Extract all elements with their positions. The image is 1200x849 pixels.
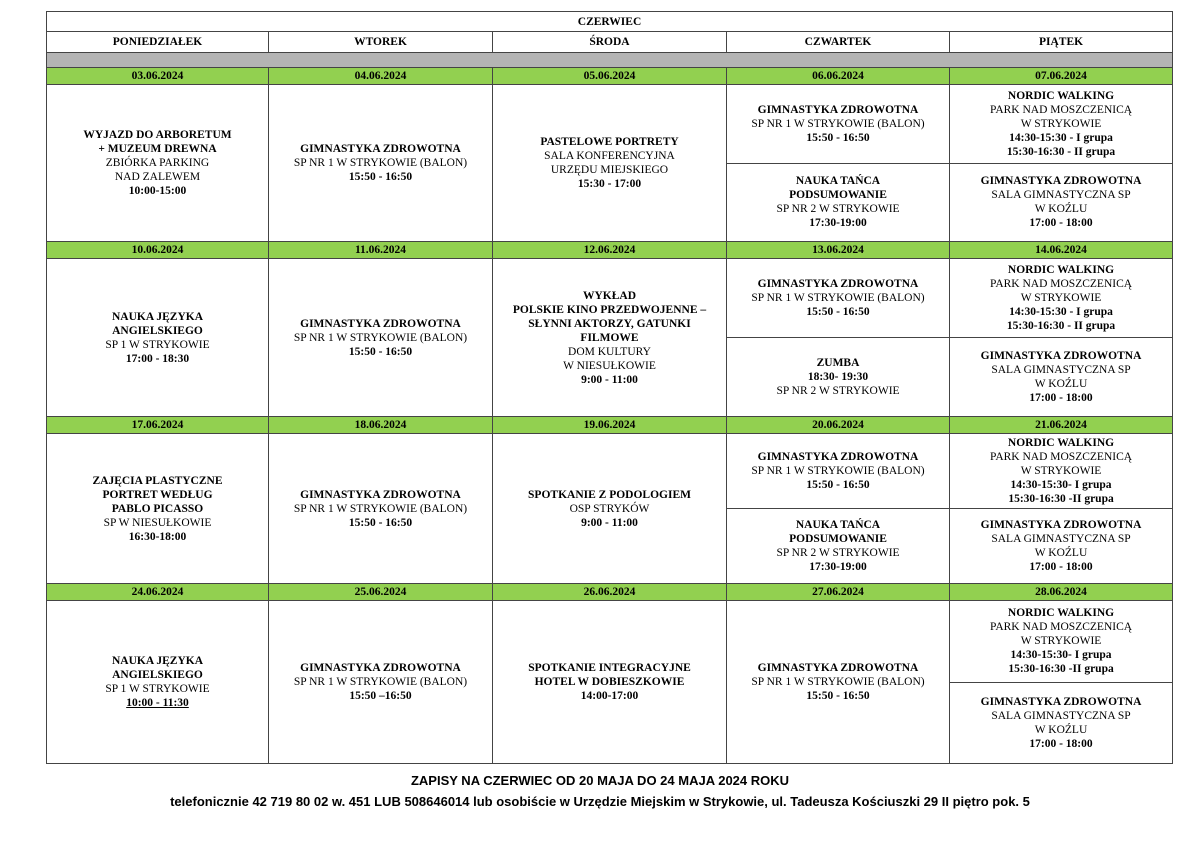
- event-place: SP NR 1 W STRYKOWIE (BALON): [751, 676, 925, 688]
- event: [47, 601, 268, 763]
- date-cell: 03.06.2024: [47, 68, 269, 85]
- separator-bar: [47, 53, 1173, 68]
- event-hours: 17:00 - 18:00: [1029, 217, 1093, 230]
- event: [727, 601, 949, 763]
- date-cell: 28.06.2024: [950, 584, 1173, 601]
- event: [727, 85, 949, 163]
- event-place: PARK NAD MOSZCZENICĄ: [989, 278, 1133, 290]
- event: [269, 601, 492, 763]
- event-place: SP NR 1 W STRYKOWIE (BALON): [293, 157, 468, 169]
- event-title: PASTELOWE PORTRETY: [540, 136, 679, 148]
- event: [950, 434, 1172, 508]
- day-cell: [950, 85, 1173, 242]
- event-place: SP NR 2 W STRYKOWIE: [776, 547, 900, 559]
- event-title: ZUMBA: [816, 357, 860, 369]
- event-place: SP NR 2 W STRYKOWIE: [776, 385, 900, 397]
- event-title: WYJAZD DO ARBORETUM: [83, 129, 232, 141]
- event-place: SP NR 2 W STRYKOWIE: [776, 203, 900, 216]
- event: [493, 259, 726, 416]
- day-header: PIĄTEK: [950, 32, 1173, 53]
- event-place: SP NR 1 W STRYKOWIE (BALON): [751, 465, 925, 477]
- event-hours: 15:30-16:30 - II grupa: [1006, 320, 1116, 332]
- event-hours: 17:00 - 18:00: [1029, 392, 1093, 404]
- signup-info: ZAPISY NA CZERWIEC OD 20 MAJA DO 24 MAJA 2024 ROKU: [410, 773, 790, 788]
- event-title: POLSKIE KINO PRZEDWOJENNE –: [512, 303, 707, 316]
- month-row: [47, 12, 1173, 32]
- event: [727, 337, 949, 416]
- event-place: W STRYKOWIE: [1020, 465, 1102, 477]
- day-header: WTOREK: [269, 32, 493, 53]
- event-hours: 17:00 - 18:00: [1029, 561, 1093, 573]
- event-hours: 9:00 - 11:00: [581, 516, 638, 529]
- event-title: NAUKA JĘZYKA: [111, 655, 204, 667]
- event-hours: 15:50 - 16:50: [806, 690, 870, 702]
- day-cell: [269, 259, 493, 417]
- day-cell: [47, 434, 269, 584]
- event-title: NORDIC WALKING: [1007, 607, 1115, 620]
- event: [47, 434, 268, 583]
- event-hours: 15:50 - 16:50: [806, 131, 870, 144]
- day-cell: [493, 85, 727, 242]
- event-title: ANGIELSKIEGO: [112, 324, 203, 337]
- event-title: GIMNASTYKA ZDROWOTNA: [757, 451, 919, 463]
- event-title: GIMNASTYKA ZDROWOTNA: [757, 103, 919, 116]
- event-title: GIMNASTYKA ZDROWOTNA: [300, 317, 461, 330]
- date-cell: 20.06.2024: [727, 417, 950, 434]
- contact-info: telefonicznie 42 719 80 02 w. 451 LUB 508646014 lub osobiście w Urzędzie Miejskim w Strykowie, ul. Tadeusza Kościuszki 29 II piętro pok. 5: [170, 794, 1030, 809]
- date-cell: 19.06.2024: [493, 417, 727, 434]
- date-cell: 27.06.2024: [727, 584, 950, 601]
- date-cell: 12.06.2024: [493, 242, 727, 259]
- event-title: NAUKA TAŃCA: [795, 175, 881, 188]
- day-cell: [47, 259, 269, 417]
- event: [950, 163, 1172, 242]
- event: [727, 259, 949, 337]
- event-title: GIMNASTYKA ZDROWOTNA: [300, 488, 461, 501]
- event-hours: 15:50 - 16:50: [806, 479, 870, 491]
- event-place: W STRYKOWIE: [1020, 292, 1102, 304]
- event-hours: 14:30-15:30- I grupa: [1010, 479, 1112, 491]
- event-title: NORDIC WALKING: [1007, 89, 1115, 102]
- date-cell: 26.06.2024: [493, 584, 727, 601]
- event-title: GIMNASTYKA ZDROWOTNA: [757, 662, 919, 674]
- date-row: [47, 242, 1173, 259]
- event-title: SPOTKANIE INTEGRACYJNE: [528, 662, 691, 674]
- separator-row: [47, 53, 1173, 68]
- event-place: W STRYKOWIE: [1020, 117, 1102, 130]
- day-cell: [493, 601, 727, 764]
- date-cell: 21.06.2024: [950, 417, 1173, 434]
- event-place: PARK NAD MOSZCZENICĄ: [989, 103, 1133, 116]
- schedule-body: [47, 12, 1173, 764]
- event-place: PARK NAD MOSZCZENICĄ: [989, 451, 1133, 463]
- event-hours: 15:30-16:30 -II grupa: [1008, 493, 1114, 505]
- event-place: SP NR 1 W STRYKOWIE (BALON): [293, 676, 468, 688]
- event-title: PODSUMOWANIE: [789, 533, 887, 545]
- event: [269, 85, 492, 241]
- events-row: [47, 259, 1173, 417]
- event-hours: 15:50 - 16:50: [348, 345, 413, 358]
- day-cell: [950, 434, 1173, 584]
- event-title: GIMNASTYKA ZDROWOTNA: [980, 350, 1142, 362]
- event-place: W STRYKOWIE: [1020, 635, 1102, 648]
- event-place: SP W NIESUŁKOWIE: [103, 516, 212, 529]
- event: [727, 508, 949, 583]
- date-cell: 04.06.2024: [269, 68, 493, 85]
- event-place: SALA GIMNASTYCZNA SP: [991, 533, 1131, 545]
- event-place: SP NR 1 W STRYKOWIE (BALON): [751, 292, 925, 304]
- event-place: SALA GIMNASTYCZNA SP: [991, 364, 1131, 376]
- event-title: GIMNASTYKA ZDROWOTNA: [980, 695, 1142, 708]
- day-header: PONIEDZIAŁEK: [47, 32, 269, 53]
- event: [269, 434, 492, 583]
- event: [950, 601, 1172, 682]
- events-row: [47, 434, 1173, 584]
- date-cell: 25.06.2024: [269, 584, 493, 601]
- event-hours: 15:50 –16:50: [349, 690, 412, 702]
- event-title: HOTEL W DOBIESZKOWIE: [534, 676, 685, 688]
- date-cell: 24.06.2024: [47, 584, 269, 601]
- events-row: [47, 601, 1173, 764]
- event-title: SPOTKANIE Z PODOLOGIEM: [528, 488, 691, 501]
- event-place: SP NR 1 W STRYKOWIE (BALON): [751, 117, 925, 130]
- event: [950, 508, 1172, 583]
- event: [727, 163, 949, 242]
- event: [950, 337, 1172, 416]
- event-place: PARK NAD MOSZCZENICĄ: [989, 621, 1133, 634]
- date-row: [47, 417, 1173, 434]
- day-cell: [269, 601, 493, 764]
- event-hours: 17:00 - 18:30: [125, 352, 190, 365]
- event-hours: 14:30-15:30 - I grupa: [1009, 306, 1113, 318]
- event-title: GIMNASTYKA ZDROWOTNA: [980, 175, 1142, 188]
- event-place: W KOŹLU: [1034, 203, 1088, 216]
- event: [493, 85, 726, 241]
- event: [47, 85, 268, 241]
- day-cell: [727, 85, 950, 242]
- event-place: ZBIÓRKA PARKING: [105, 157, 210, 169]
- day-cell: [47, 85, 269, 242]
- event: [47, 259, 268, 416]
- event-place: DOM KULTURY: [568, 345, 651, 358]
- date-cell: 18.06.2024: [269, 417, 493, 434]
- date-cell: 13.06.2024: [727, 242, 950, 259]
- day-cell: [727, 259, 950, 417]
- event-place: W NIESUŁKOWIE: [563, 359, 656, 372]
- event: [950, 259, 1172, 337]
- event-hours: 15:50 - 16:50: [806, 306, 870, 318]
- event: [950, 85, 1172, 163]
- event-title: NAUKA JĘZYKA: [111, 310, 204, 323]
- event-place: W KOŹLU: [1034, 723, 1088, 736]
- event-place: W KOŹLU: [1034, 547, 1088, 559]
- date-row: [47, 584, 1173, 601]
- event-title: PORTRET WEDŁUG: [102, 488, 213, 501]
- event-title: ZAJĘCIA PLASTYCZNE: [92, 474, 223, 487]
- event-place: SP 1 W STRYKOWIE: [105, 338, 210, 351]
- event: [269, 259, 492, 416]
- day-cell: [493, 434, 727, 584]
- day-cell: [950, 601, 1173, 764]
- day-cell: [47, 601, 269, 764]
- date-cell: 05.06.2024: [493, 68, 727, 85]
- event-place: NAD ZALEWEM: [114, 171, 201, 183]
- events-row: [47, 85, 1173, 242]
- event-title: GIMNASTYKA ZDROWOTNA: [300, 662, 461, 674]
- event-hours: 10:00-15:00: [128, 185, 187, 197]
- event-hours: 17:00 - 18:00: [1029, 737, 1093, 750]
- event-title: FILMOWE: [580, 331, 639, 344]
- event-title: ANGIELSKIEGO: [112, 669, 203, 681]
- event-title: WYKŁAD: [582, 289, 637, 302]
- event-place: OSP STRYKÓW: [569, 502, 650, 515]
- date-cell: 11.06.2024: [269, 242, 493, 259]
- day-cell: [269, 85, 493, 242]
- event-title: GIMNASTYKA ZDROWOTNA: [300, 143, 461, 155]
- event-title: NORDIC WALKING: [1007, 437, 1115, 449]
- event-hours: 16:30-18:00: [128, 530, 187, 543]
- event-title: NAUKA TAŃCA: [795, 519, 881, 531]
- schedule-table: [46, 11, 1173, 764]
- days-row: [47, 32, 1173, 53]
- date-cell: 14.06.2024: [950, 242, 1173, 259]
- event-hours: 17:30-19:00: [809, 217, 867, 230]
- event-title: NORDIC WALKING: [1007, 264, 1115, 276]
- event: [493, 601, 726, 763]
- event-place: SALA KONFERENCYJNA: [544, 150, 675, 162]
- month-title: CZERWIEC: [47, 12, 1173, 32]
- event-hours: 17:30-19:00: [809, 561, 867, 573]
- event: [950, 682, 1172, 764]
- event-hours: 15:30-16:30 - II grupa: [1006, 145, 1116, 158]
- event-title: PABLO PICASSO: [111, 502, 204, 515]
- event-hours: 15:50 - 16:50: [348, 171, 413, 183]
- event-hours: 15:30 - 17:00: [577, 178, 642, 190]
- event-title: GIMNASTYKA ZDROWOTNA: [980, 519, 1142, 531]
- event: [727, 434, 949, 508]
- day-cell: [950, 259, 1173, 417]
- event-title: GIMNASTYKA ZDROWOTNA: [757, 278, 919, 290]
- event-place: URZĘDU MIEJSKIEGO: [550, 164, 669, 176]
- event-title: + MUZEUM DREWNA: [98, 143, 217, 155]
- date-row: [47, 68, 1173, 85]
- event-hours: 14:00-17:00: [580, 690, 639, 702]
- day-cell: [727, 434, 950, 584]
- event-place: SALA GIMNASTYCZNA SP: [991, 189, 1131, 202]
- day-cell: [493, 259, 727, 417]
- event-hours: 9:00 - 11:00: [581, 373, 638, 386]
- event-place: SALA GIMNASTYCZNA SP: [991, 709, 1131, 722]
- event-place: W KOŹLU: [1034, 378, 1088, 390]
- date-cell: 06.06.2024: [727, 68, 950, 85]
- event-hours: 14:30-15:30- I grupa: [1010, 649, 1112, 662]
- event-hours: 15:50 - 16:50: [348, 516, 413, 529]
- event-place: SP 1 W STRYKOWIE: [105, 683, 210, 695]
- event-place: SP NR 1 W STRYKOWIE (BALON): [293, 502, 468, 515]
- event-hours: 14:30-15:30 - I grupa: [1009, 131, 1113, 144]
- date-cell: 07.06.2024: [950, 68, 1173, 85]
- event-hours: 18:30- 19:30: [807, 371, 869, 383]
- day-header: CZWARTEK: [727, 32, 950, 53]
- event-place: SP NR 1 W STRYKOWIE (BALON): [293, 331, 468, 344]
- day-cell: [727, 601, 950, 764]
- event-hours: 10:00 - 11:30: [126, 697, 189, 709]
- day-cell: [269, 434, 493, 584]
- event-hours: 15:30-16:30 -II grupa: [1008, 663, 1114, 676]
- day-header: ŚRODA: [493, 32, 727, 53]
- date-cell: 10.06.2024: [47, 242, 269, 259]
- event-title: SŁYNNI AKTORZY, GATUNKI: [528, 317, 691, 330]
- event-title: PODSUMOWANIE: [789, 189, 887, 202]
- date-cell: 17.06.2024: [47, 417, 269, 434]
- event: [493, 434, 726, 583]
